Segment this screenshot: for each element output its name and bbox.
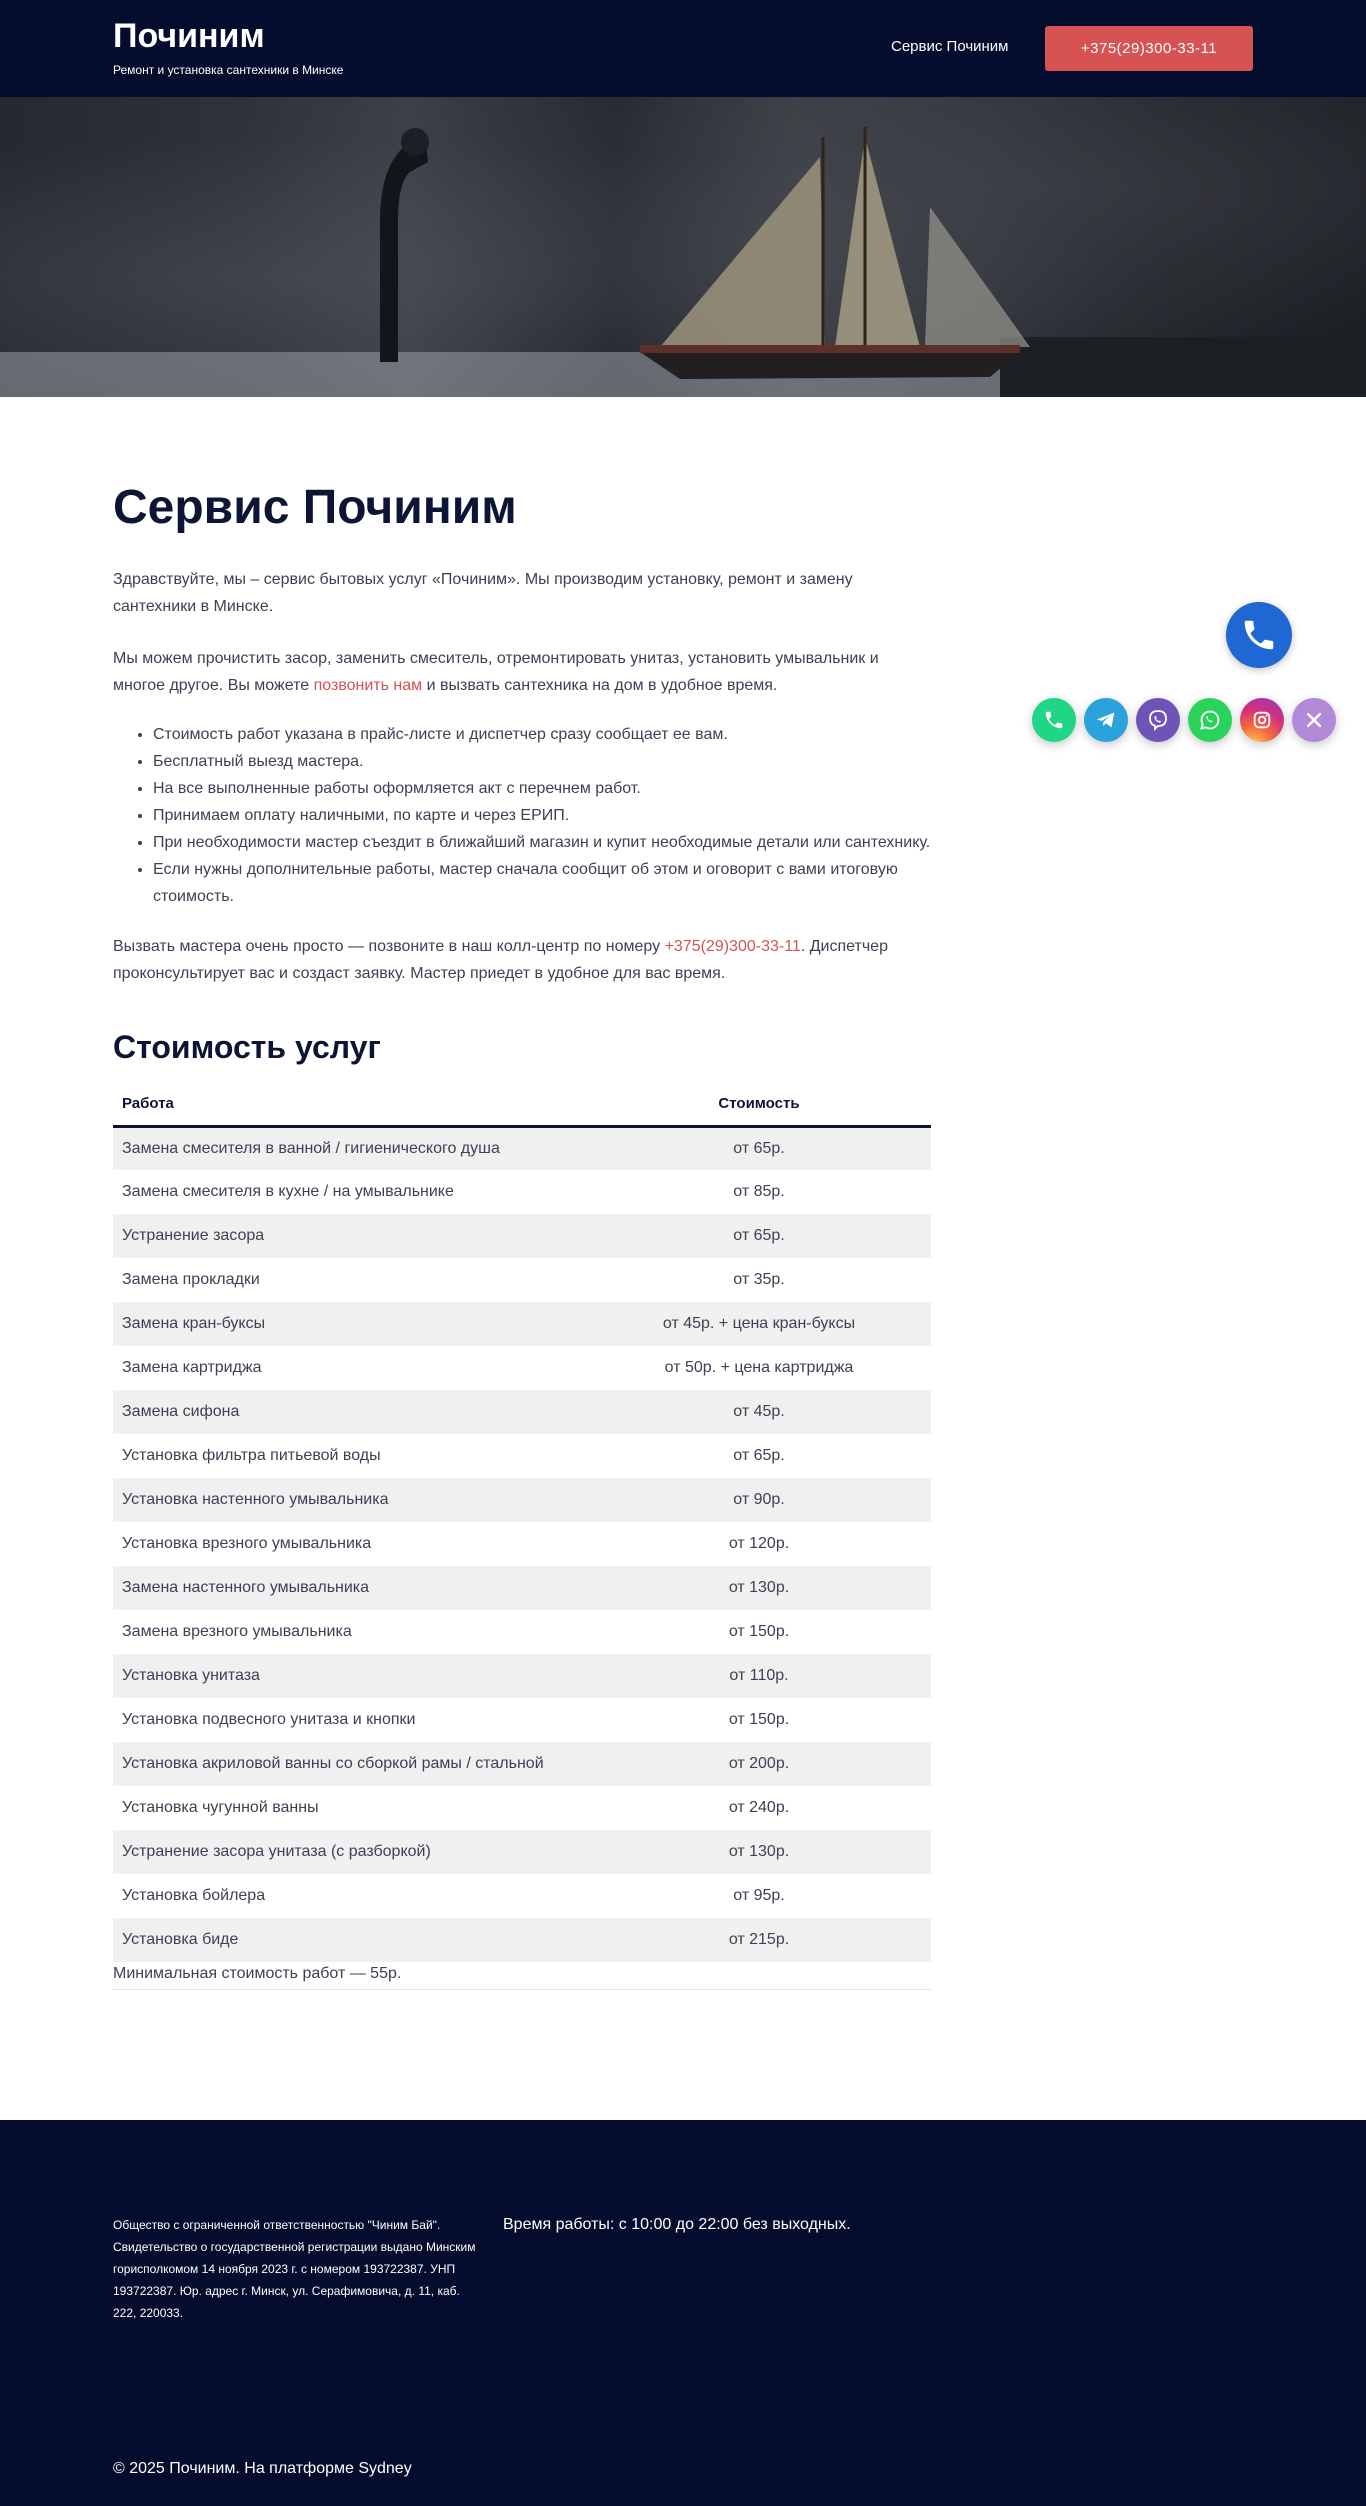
cell-price: от 150р. bbox=[728, 1623, 790, 1640]
cell-work: Установка настенного умывальника bbox=[113, 1478, 587, 1522]
table-header-row bbox=[113, 1082, 931, 1126]
feature-item: • Принимаем оплату наличными, по карте и через ЕРИП. bbox=[153, 802, 953, 829]
nav-link-service[interactable]: Сервис Починим bbox=[891, 38, 1009, 55]
table-row bbox=[113, 1698, 931, 1742]
minimum-price-note: Минимальная стоимость работ — 55р. bbox=[113, 1961, 931, 1990]
site-title-link[interactable]: Починим bbox=[113, 17, 265, 55]
table-row bbox=[113, 1434, 931, 1478]
social-viber-button[interactable] bbox=[1136, 698, 1180, 742]
cell-work: Установка унитаза bbox=[113, 1654, 587, 1698]
cell-price: от 65р. bbox=[733, 1447, 785, 1464]
cell-price: от 65р. bbox=[587, 1214, 931, 1258]
table-row bbox=[113, 1522, 931, 1566]
brand bbox=[113, 16, 343, 77]
feature-item: • Если нужны дополнительные работы, мастер сначала сообщит об этом и оговорит с вами итоговую стоимость. bbox=[153, 856, 953, 910]
column-header-work: Работа bbox=[113, 1082, 587, 1126]
phone-icon bbox=[1240, 616, 1278, 654]
telegram-icon bbox=[1095, 709, 1117, 731]
feature-item: • При необходимости мастер съездит в ближайший магазин и купит необходимые детали или сантехнику. bbox=[153, 829, 953, 856]
cell-work: Установка чугунной ванны bbox=[122, 1799, 319, 1816]
cell-work: Замена прокладки bbox=[122, 1271, 260, 1288]
table-row bbox=[113, 1918, 931, 1962]
table-row bbox=[113, 1874, 931, 1918]
cell-price: от 45р. + цена кран-буксы bbox=[587, 1302, 931, 1346]
price-table bbox=[113, 1082, 931, 1962]
call-center-paragraph bbox=[113, 933, 933, 987]
cell-work: Замена кран-буксы bbox=[113, 1302, 587, 1346]
call-center-text-start: Вызвать мастера очень просто — позвоните в наш колл-центр по номеру bbox=[113, 938, 665, 955]
site-footer bbox=[0, 2120, 1366, 2506]
table-row bbox=[113, 1742, 931, 1786]
cell-price: от 65р. bbox=[587, 1126, 931, 1170]
cell-price: от 240р. bbox=[728, 1799, 790, 1816]
site-header bbox=[0, 0, 1366, 97]
cell-price: от 130р. bbox=[587, 1566, 931, 1610]
cell-price: от 35р. bbox=[733, 1271, 785, 1288]
copyright: © 2025 Починим. На платформе Sydney bbox=[113, 2460, 412, 2477]
features-list bbox=[153, 721, 953, 910]
cell-work: Устранение засора унитаза (с разборкой) bbox=[113, 1830, 587, 1874]
social-whatsapp-button[interactable] bbox=[1188, 698, 1232, 742]
social-close-button[interactable] bbox=[1292, 698, 1336, 742]
social-instagram-button[interactable] bbox=[1240, 698, 1284, 742]
cell-price: от 85р. bbox=[733, 1183, 785, 1200]
cell-price: от 90р. bbox=[587, 1478, 931, 1522]
feature-item: • Стоимость работ указана в прайс-листе и диспетчер сразу сообщает ее вам. bbox=[153, 721, 953, 748]
table-row bbox=[113, 1258, 931, 1302]
table-row bbox=[113, 1302, 931, 1346]
cell-price: от 95р. bbox=[733, 1887, 785, 1904]
floating-call-button[interactable] bbox=[1226, 602, 1292, 668]
services-text-start: Мы можем прочистить засор, заменить смеситель, отремонтировать унитаз, установить умывальник и многое другое. Вы можете bbox=[113, 650, 879, 694]
services-paragraph bbox=[113, 645, 933, 699]
table-row bbox=[113, 1566, 931, 1610]
table-row bbox=[113, 1390, 931, 1434]
legal-info: Общество с ограниченной ответственностью "Чиним Бай". Свидетельство о государственной регистрации выдано Минским горисполкомом 14 ноября 2023 г. с номером 193722387. УНП 193722387. Юр. адрес г. Минск, ул. Серафимовича, д. 11, каб. 222, 220033. bbox=[113, 2218, 476, 2320]
cell-work: Замена сифона bbox=[113, 1390, 587, 1434]
header-phone-button[interactable]: +375(29)300-33-11 bbox=[1045, 26, 1253, 71]
intro-paragraph: Здравствуйте, мы – сервис бытовых услуг «Починим». Мы производим установку, ремонт и замену сантехники в Минске. bbox=[113, 571, 853, 615]
call-us-link[interactable]: позвонить нам bbox=[313, 677, 423, 694]
column-header-price: Стоимость bbox=[587, 1082, 931, 1126]
table-row bbox=[113, 1786, 931, 1830]
table-row bbox=[113, 1830, 931, 1874]
cell-work: Замена картриджа bbox=[122, 1359, 262, 1376]
cell-price: от 130р. bbox=[587, 1830, 931, 1874]
social-phone-button[interactable] bbox=[1032, 698, 1076, 742]
cell-work: Замена смесителя в ванной / гигиенического душа bbox=[113, 1126, 587, 1170]
close-icon bbox=[1304, 710, 1324, 730]
table-row bbox=[113, 1126, 931, 1170]
cell-work: Устранение засора bbox=[113, 1214, 587, 1258]
cell-work: Замена настенного умывальника bbox=[113, 1566, 587, 1610]
social-telegram-button[interactable] bbox=[1084, 698, 1128, 742]
whatsapp-icon bbox=[1198, 708, 1222, 732]
table-row bbox=[113, 1610, 931, 1654]
table-row bbox=[113, 1214, 931, 1258]
prices-title: Стоимость услуг bbox=[113, 1029, 381, 1065]
table-row bbox=[113, 1654, 931, 1698]
cell-work: Установка бойлера bbox=[122, 1887, 266, 1904]
table-row bbox=[113, 1478, 931, 1522]
call-center-text-end: . Диспетчер проконсультирует вас и создаст заявку. Мастер приедет в удобное для вас время. bbox=[113, 938, 888, 982]
call-center-phone-link[interactable]: +375(29)300-33-11 bbox=[664, 938, 801, 955]
table-row bbox=[113, 1170, 931, 1214]
cell-work: Установка фильтра питьевой воды bbox=[122, 1447, 381, 1464]
cell-work: Установка подвесного унитаза и кнопки bbox=[122, 1711, 416, 1728]
cell-price: от 110р. bbox=[587, 1654, 931, 1698]
phone-icon bbox=[1043, 709, 1065, 731]
instagram-icon bbox=[1251, 709, 1273, 731]
services-text-end: и вызвать сантехника на дом в удобное время. bbox=[422, 677, 778, 694]
site-tagline: Ремонт и установка сантехники в Минске bbox=[113, 63, 344, 77]
working-hours: Время работы: с 10:00 до 22:00 без выходных. bbox=[503, 2216, 851, 2233]
cell-price: от 45р. bbox=[587, 1390, 931, 1434]
cell-price: от 120р. bbox=[728, 1535, 790, 1552]
cell-work: Замена смесителя в кухне / на умывальнике bbox=[122, 1183, 454, 1200]
page-title: Сервис Починим bbox=[113, 481, 517, 534]
cell-price: от 150р. bbox=[728, 1711, 790, 1728]
cell-work: Установка врезного умывальника bbox=[122, 1535, 372, 1552]
cell-work: Установка биде bbox=[113, 1918, 587, 1962]
cell-work: Установка акриловой ванны со сборкой рамы / стальной bbox=[113, 1742, 587, 1786]
feature-item: • На все выполненные работы оформляется акт с перечнем работ. bbox=[153, 775, 953, 802]
feature-item: • Бесплатный выезд мастера. bbox=[153, 748, 953, 775]
hero-overlay bbox=[0, 97, 1366, 397]
cell-work: Замена врезного умывальника bbox=[122, 1623, 352, 1640]
cell-price: от 215р. bbox=[587, 1918, 931, 1962]
viber-icon bbox=[1146, 708, 1170, 732]
table-row bbox=[113, 1346, 931, 1390]
cell-price: от 200р. bbox=[587, 1742, 931, 1786]
cell-price: от 50р. + цена картриджа bbox=[664, 1359, 854, 1376]
hero-banner bbox=[0, 97, 1366, 397]
